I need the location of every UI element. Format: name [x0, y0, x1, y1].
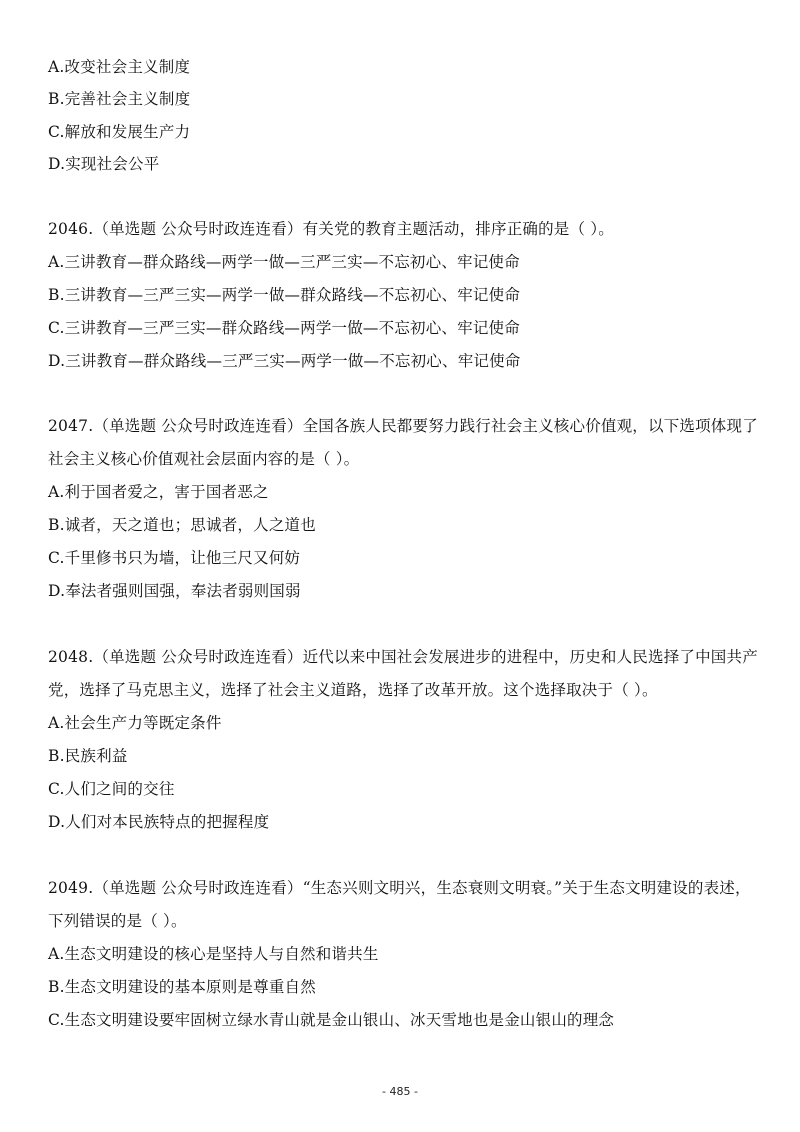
option-a: A.三讲教育—群众路线—两学一做—三严三实—不忘初心、牢记使命: [48, 253, 520, 271]
option-c: C.千里修书只为墙，让他三尺又何妨: [48, 549, 301, 567]
option-a: A.社会生产力等既定条件: [48, 714, 222, 732]
option-c: C.解放和发展生产力: [48, 123, 191, 141]
option-b: B.民族利益: [48, 747, 128, 765]
question-text: 2048.（单选题 公众号时政连连看）近代以来中国社会发展进步的进程中，历史和人民选择了中国共产党，选择了马克思主义，选择了社会主义道路，选择了改革开放。这个选择取决于（ ）。: [48, 648, 758, 699]
option-d: D.人们对本民族特点的把握程度: [48, 813, 270, 831]
question-text: 2047.（单选题 公众号时政连连看）全国各族人民都要努力践行社会主义核心价值观，以下选项体现了社会主义核心价值观社会层面内容的是（ ）。: [48, 417, 758, 468]
option-d: D.实现社会公平: [48, 155, 160, 173]
option-b: B.完善社会主义制度: [48, 90, 191, 108]
question-text: 2046.（单选题 公众号时政连连看）有关党的教育主题活动，排序正确的是（ ）。: [48, 220, 614, 238]
option-d: D.奉法者强则国强，奉法者弱则国弱: [48, 582, 301, 600]
option-b: B.三讲教育—三严三实—两学一做—群众路线—不忘初心、牢记使命: [48, 286, 521, 304]
option-b: B.诚者，天之道也；思诚者，人之道也: [48, 516, 316, 534]
option-a: A.改变社会主义制度: [48, 58, 191, 76]
option-c: C.人们之间的交往: [48, 780, 175, 798]
option-a: A.生态文明建设的核心是坚持人与自然和谐共生: [48, 945, 379, 963]
option-d: D.三讲教育—群众路线—三严三实—两学一做—不忘初心、牢记使命: [48, 352, 521, 370]
option-c: C.三讲教育—三严三实—群众路线—两学一做—不忘初心、牢记使命: [48, 319, 520, 337]
option-c: C.生态文明建设要牢固树立绿水青山就是金山银山、冰天雪地也是金山银山的理念: [48, 1011, 615, 1029]
page-number: - 485 -: [382, 1085, 418, 1098]
option-b: B.生态文明建设的基本原则是尊重自然: [48, 978, 316, 996]
option-a: A.利于国者爱之，害于国者恶之: [48, 483, 269, 501]
question-text: 2049.（单选题 公众号时政连连看）“生态兴则文明兴，生态衰则文明衰。”关于生态文明建设的表述，下列错误的是（ ）。: [48, 879, 751, 930]
